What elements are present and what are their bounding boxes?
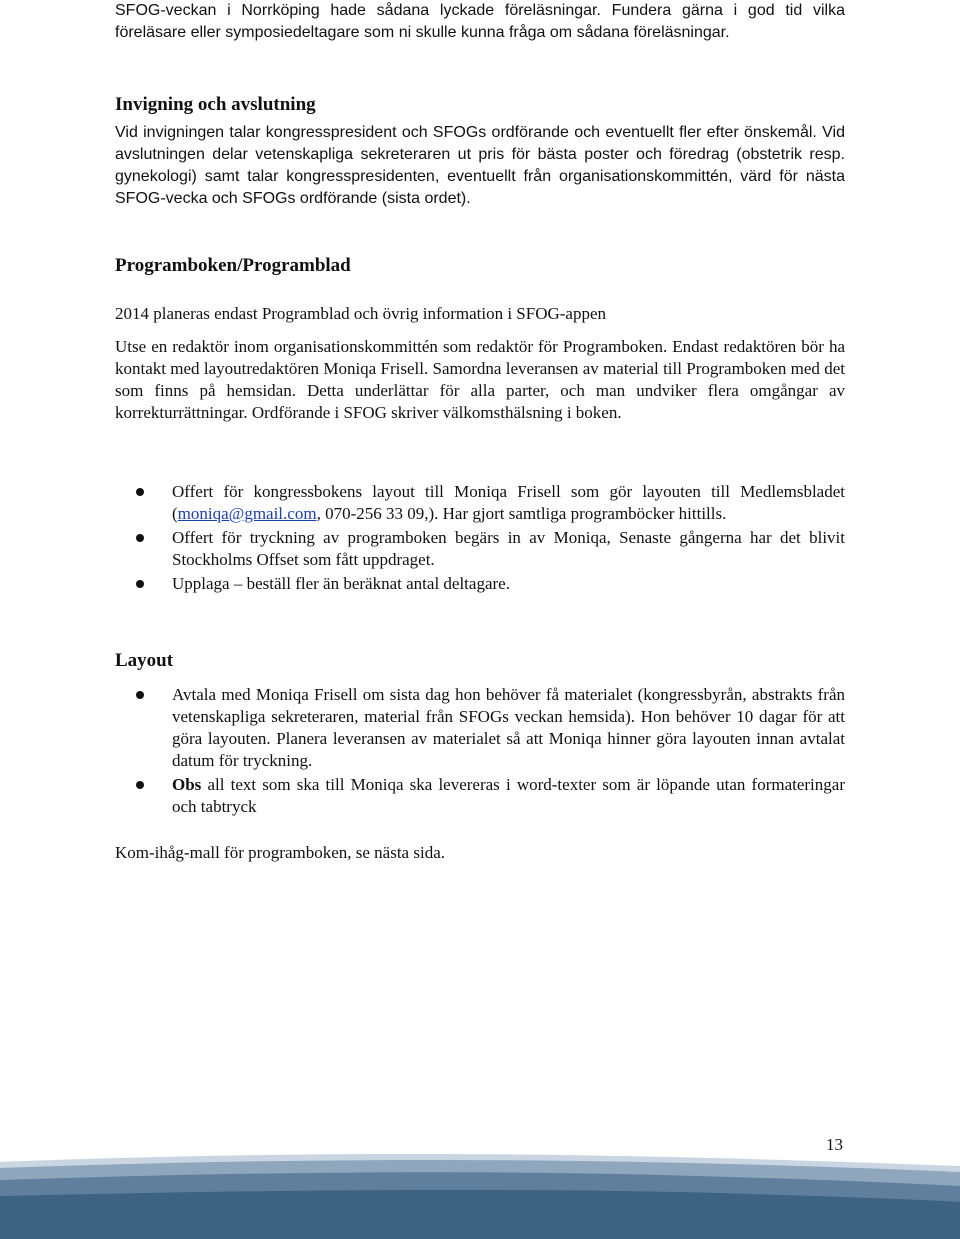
programboken-paragraph-1: 2014 planeras endast Programblad och övrig information i SFOG-appen xyxy=(115,304,607,323)
footer-wave-decoration xyxy=(0,1150,960,1239)
closing-paragraph: Kom-ihåg-mall för programboken, se nästa sida. xyxy=(115,843,445,862)
programboken-paragraph-2: Utse en redaktör inom organisationskommittén som redaktör för Programboken. Endast redaktören bör ha kontakt med layoutredaktören Moniqa Frisell. Samordna leveransen av material till Programboken med det som finns på hemsidan. Detta underlättar för alla parter, och man undviker flera omgångar av korrekturrättningar. Ordförande i SFOG skriver välkomsthälsning i boken. xyxy=(115,337,845,422)
list-item: Offert för tryckning av programboken begärs in av Moniqa, Senaste gångerna har det blivit Stockholms Offset som fått uppdraget. xyxy=(115,527,845,571)
programboken-bullet-list xyxy=(115,481,845,595)
list-item: Avtala med Moniqa Frisell om sista dag hon behöver få materialet (kongressbyrån, abstrakts från vetenskapliga sekreteraren, material från SFOGs veckan hemsida). Hon behöver 10 dagar för att göra layouten. Planera leveransen av materialet så att Moniqa hinner göra layouten innan avtalat datum för tryckning. xyxy=(115,684,845,772)
list-item: Offert för kongressbokens layout till Moniqa Frisell som gör layouten till Medlemsbladet (moniqa@gmail.com, 070-256 33 09,). Har gjort samtliga programböcker hittills. xyxy=(115,481,845,525)
list-item: Upplaga – beställ fler än beräknat antal deltagare. xyxy=(115,573,845,595)
section-heading-programboken: Programboken/Programblad xyxy=(115,255,351,276)
section-heading-layout: Layout xyxy=(115,650,174,671)
intro-paragraph: SFOG-veckan i Norrköping hade sådana lyckade föreläsningar. Fundera gärna i god tid vilka föreläsare eller symposiedeltagare som ni skulle kunna fråga om sådana föreläsningar. xyxy=(115,2,845,41)
email-link[interactable]: moniqa@gmail.com xyxy=(177,504,317,523)
invigning-paragraph: Vid invigningen talar kongresspresident och SFOGs ordförande och eventuellt fler efter önskemål. Vid avslutningen delar vetenskapliga sekreteraren ut pris för bästa poster och föredrag (obstetrik resp. gynekologi) samt talar kongresspresidenten, eventuellt från organisationskommittén, värd för nästa SFOG-vecka och SFOGs ordförande (sista ordet). xyxy=(115,124,845,207)
section-heading-invigning: Invigning och avslutning xyxy=(115,94,316,115)
list-item: Obs all text som ska till Moniqa ska levereras i word-texter som är löpande utan formateringar och tabtryck xyxy=(115,774,845,818)
page-number: 13 xyxy=(826,1135,843,1154)
layout-bullet-list xyxy=(115,684,845,818)
